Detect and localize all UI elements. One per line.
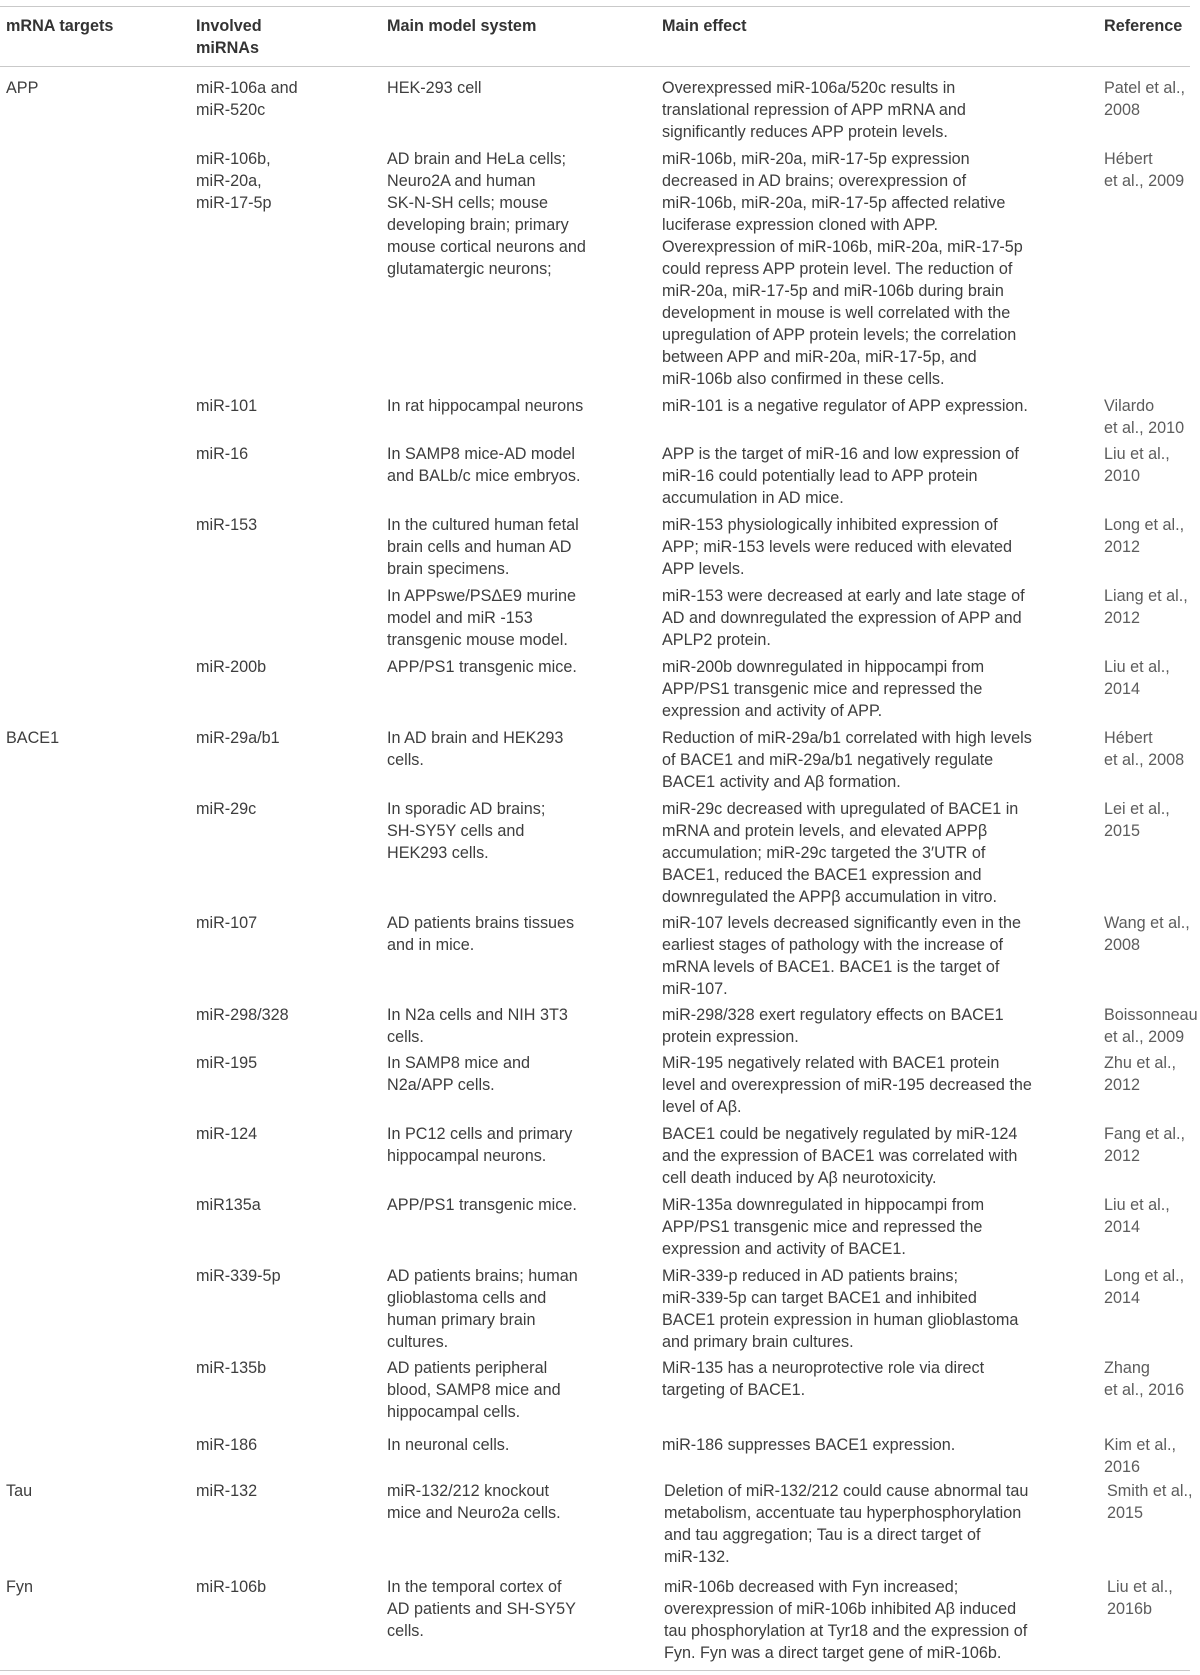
row-14-effect: MiR-135a downregulated in hippocampi from APP/PS1 transgenic mice and repressed the expression and activity of BACE1. (662, 1196, 985, 1258)
row-4-effect: APP is the target of miR-16 and low expression of miR-16 could potentially lead to APP protein accumulation in AD mice. (662, 445, 1019, 507)
row-11-mirna: miR-298/328 (196, 1006, 289, 1024)
row-16-reference: Zhang et al., 2016 (1104, 1359, 1185, 1399)
row-14-mirna: miR135a (196, 1196, 261, 1214)
row-9-mirna: miR-29c (196, 800, 257, 818)
row-3-mirna: miR-101 (196, 397, 258, 415)
row-8-model: In AD brain and HEK293 cells. (387, 729, 564, 769)
row-19-effect: miR-106b decreased with Fyn increased; overexpression of miR-106b inhibited Aβ induced tau phosphorylation at Tyr18 and the expression of Fyn. Fyn was a direct target gene of miR-106b. (664, 1578, 1028, 1662)
row-10-model: AD patients brains tissues and in mice. (387, 914, 575, 954)
row-19-target: Fyn (6, 1578, 33, 1596)
row-18-mirna: miR-132 (196, 1482, 258, 1500)
row-3-effect: miR-101 is a negative regulator of APP expression. (662, 397, 1028, 415)
row-12-mirna: miR-195 (196, 1054, 258, 1072)
row-5-model: In the cultured human fetal brain cells and human AD brain specimens. (387, 516, 579, 578)
row-14-model: APP/PS1 transgenic mice. (387, 1196, 577, 1214)
header-reference: Reference (1104, 17, 1183, 35)
row-15-model: AD patients brains; human glioblastoma cells and human primary brain cultures. (387, 1267, 578, 1351)
row-16-model: AD patients peripheral blood, SAMP8 mice and hippocampal cells. (387, 1359, 561, 1421)
row-7-model: APP/PS1 transgenic mice. (387, 658, 577, 676)
row-2-reference: Hébert et al., 2009 (1104, 150, 1185, 190)
header-involved-mirnas: Involved miRNAs (196, 17, 262, 57)
row-17-effect: miR-186 suppresses BACE1 expression. (662, 1436, 956, 1454)
row-2-mirna: miR-106b, miR-20a, miR-17-5p (196, 150, 272, 212)
row-2-effect: miR-106b, miR-20a, miR-17-5p expression decreased in AD brains; overexpression of miR-106b, miR-20a, miR-17-5p affected relative luciferase expression cloned with APP. Overexpression of miR-106b, miR-20a, miR-17-5p could repress APP protein level. The reduction of miR-20a, miR-17-5p and miR-106b during brain development in mouse is well correlated with the upregulation of APP protein levels; the correlation between APP and miR-20a, miR-17-5p, and miR-106b also confirmed in these cells. (662, 150, 1023, 388)
row-7-effect: miR-200b downregulated in hippocampi from APP/PS1 transgenic mice and repressed the expression and activity of APP. (662, 658, 985, 720)
row-15-mirna: miR-339-5p (196, 1267, 281, 1285)
row-9-effect: miR-29c decreased with upregulated of BACE1 in mRNA and protein levels, and elevated APPβ accumulation; miR-29c targeted the 3′UTR of BACE1, reduced the BACE1 expression and downregulated the APPβ accumulation in vitro. (662, 800, 1019, 906)
header-main-model-system: Main model system (387, 17, 537, 35)
row-10-mirna: miR-107 (196, 914, 258, 932)
row-7-reference: Liu et al., 2014 (1104, 658, 1170, 698)
row-17-model: In neuronal cells. (387, 1436, 510, 1454)
row-4-mirna: miR-16 (196, 445, 249, 463)
row-18-effect: Deletion of miR-132/212 could cause abnormal tau metabolism, accentuate tau hyperphosphorylation and tau aggregation; Tau is a direct target of miR-132. (664, 1482, 1029, 1566)
row-12-reference: Zhu et al., 2012 (1104, 1054, 1176, 1094)
row-18-model: miR-132/212 knockout mice and Neuro2a cells. (387, 1482, 561, 1522)
row-11-model: In N2a cells and NIH 3T3 cells. (387, 1006, 568, 1046)
row-1-target: APP (6, 79, 39, 97)
row-7-mirna: miR-200b (196, 658, 267, 676)
row-1-reference: Patel et al., 2008 (1104, 79, 1185, 119)
row-19-model: In the temporal cortex of AD patients and SH-SY5Y cells. (387, 1578, 576, 1640)
header-main-effect: Main effect (662, 17, 747, 35)
row-9-model: In sporadic AD brains; SH-SY5Y cells and HEK293 cells. (387, 800, 546, 862)
row-12-model: In SAMP8 mice and N2a/APP cells. (387, 1054, 531, 1094)
row-11-reference: Boissonneau et al., 2009 (1104, 1006, 1198, 1046)
row-8-reference: Hébert et al., 2008 (1104, 729, 1185, 769)
row-10-effect: miR-107 levels decreased significantly even in the earliest stages of pathology with the increase of mRNA levels of BACE1. BACE1 is the target of miR-107. (662, 914, 1022, 998)
row-2-model: AD brain and HeLa cells; Neuro2A and human SK-N-SH cells; mouse developing brain; primary mouse cortical neurons and glutamatergic neurons; (387, 150, 586, 278)
row-8-target: BACE1 (6, 729, 60, 747)
row-3-model: In rat hippocampal neurons (387, 397, 584, 415)
row-10-reference: Wang et al., 2008 (1104, 914, 1190, 954)
row-9-reference: Lei et al., 2015 (1104, 800, 1170, 840)
row-8-effect: Reduction of miR-29a/b1 correlated with high levels of BACE1 and miR-29a/b1 negatively regulate BACE1 activity and Aβ formation. (662, 729, 1032, 791)
row-1-mirna: miR-106a and miR-520c (196, 79, 298, 119)
row-12-effect: MiR-195 negatively related with BACE1 protein level and overexpression of miR-195 decreased the level of Aβ. (662, 1054, 1032, 1116)
row-13-mirna: miR-124 (196, 1125, 258, 1143)
row-17-reference: Kim et al., 2016 (1104, 1436, 1176, 1476)
row-8-mirna: miR-29a/b1 (196, 729, 280, 747)
header-bottom-rule (0, 66, 1190, 67)
row-5-effect: miR-153 physiologically inhibited expression of APP; miR-153 levels were reduced with elevated APP levels. (662, 516, 1012, 578)
row-16-mirna: miR-135b (196, 1359, 267, 1377)
header-mrna-targets: mRNA targets (6, 17, 114, 35)
row-6-model: In APPswe/PSΔE9 murine model and miR -153 transgenic mouse model. (387, 587, 576, 649)
row-13-model: In PC12 cells and primary hippocampal neurons. (387, 1125, 573, 1165)
row-16-effect: MiR-135 has a neuroprotective role via direct targeting of BACE1. (662, 1359, 985, 1399)
row-19-mirna: miR-106b (196, 1578, 267, 1596)
row-13-effect: BACE1 could be negatively regulated by miR-124 and the expression of BACE1 was correlated with cell death induced by Aβ neurotoxicity. (662, 1125, 1018, 1187)
table-top-rule (0, 6, 1190, 7)
row-19-reference: Liu et al., 2016b (1107, 1578, 1173, 1618)
row-1-effect: Overexpressed miR-106a/520c results in translational repression of APP mRNA and significantly reduces APP protein levels. (662, 79, 966, 141)
row-6-effect: miR-153 were decreased at early and late stage of AD and downregulated the expression of APP and APLP2 protein. (662, 587, 1025, 649)
row-1-model: HEK-293 cell (387, 79, 482, 97)
row-5-mirna: miR-153 (196, 516, 258, 534)
row-13-reference: Fang et al., 2012 (1104, 1125, 1185, 1165)
row-4-model: In SAMP8 mice-AD model and BALb/c mice embryos. (387, 445, 581, 485)
table-bottom-rule (0, 1670, 1190, 1671)
row-5-reference: Long et al., 2012 (1104, 516, 1185, 556)
row-4-reference: Liu et al., 2010 (1104, 445, 1170, 485)
row-15-reference: Long et al., 2014 (1104, 1267, 1185, 1307)
row-18-reference: Smith et al., 2015 (1107, 1482, 1193, 1522)
row-14-reference: Liu et al., 2014 (1104, 1196, 1170, 1236)
row-18-target: Tau (6, 1482, 33, 1500)
row-6-reference: Liang et al., 2012 (1104, 587, 1188, 627)
row-11-effect: miR-298/328 exert regulatory effects on BACE1 protein expression. (662, 1006, 1004, 1046)
row-17-mirna: miR-186 (196, 1436, 258, 1454)
row-15-effect: MiR-339-p reduced in AD patients brains; miR-339-5p can target BACE1 and inhibited BACE1 protein expression in human glioblastoma and primary brain cultures. (662, 1267, 1019, 1351)
row-3-reference: Vilardo et al., 2010 (1104, 397, 1185, 437)
